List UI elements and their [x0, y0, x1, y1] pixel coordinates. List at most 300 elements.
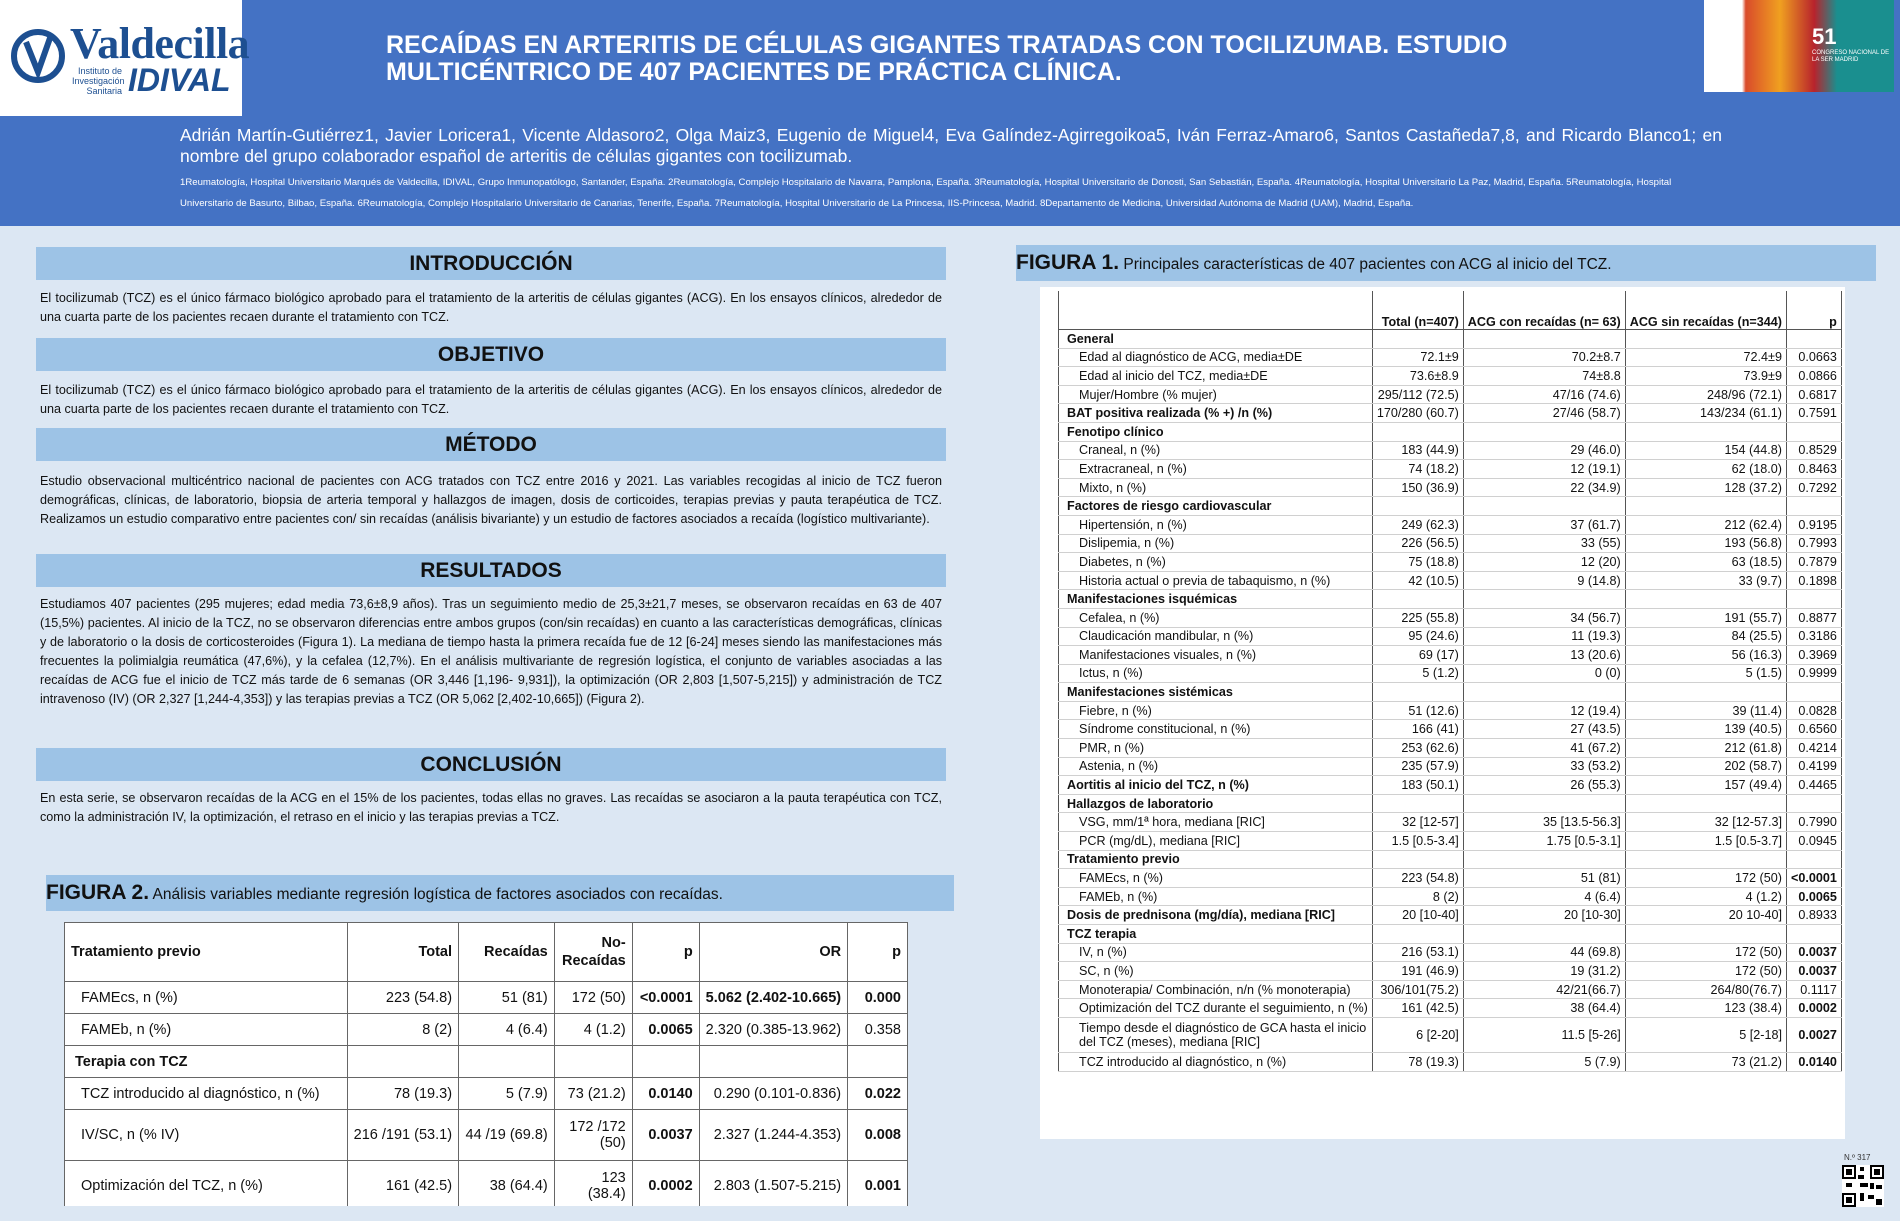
figure1-table-row	[1059, 627, 1842, 646]
figure2-table-row	[65, 982, 908, 1014]
figure1-cell: 202 (58.7)	[1625, 757, 1786, 776]
figure1-cell: 74 (18.2)	[1372, 460, 1463, 479]
figure1-row-label: PCR (mg/dL), mediana [RIC]	[1059, 832, 1373, 851]
figure1-cell: 0.9999	[1786, 664, 1841, 683]
figure2-table-row	[65, 1014, 908, 1046]
figure1-cell: 0.0140	[1786, 1052, 1841, 1071]
figure1-cell: 6 [2-20]	[1372, 1017, 1463, 1052]
figure1-table-row	[1059, 757, 1842, 776]
figure1-header-cell: ACG sin recaídas (n=344)	[1625, 291, 1786, 330]
figure1-cell: 306/101(75.2)	[1372, 980, 1463, 999]
logo-subtitle: Instituto de Investigación Sanitaria	[72, 66, 125, 96]
figure2-table-row	[65, 1110, 908, 1161]
figure2-header-cell: OR	[699, 923, 847, 982]
figure1-cell	[1625, 683, 1786, 702]
figure1-row-label: Historia actual o previa de tabaquismo, n (%)	[1059, 571, 1373, 590]
figure1-cell: 0.1117	[1786, 980, 1841, 999]
poster-header	[0, 0, 1900, 226]
figure1-cell: 39 (11.4)	[1625, 701, 1786, 720]
figure1-cell: 0.4199	[1786, 757, 1841, 776]
figure1-cell: 11.5 [5-26]	[1463, 1017, 1625, 1052]
figure1-table	[1058, 291, 1842, 1072]
figure1-row-label: General	[1059, 330, 1373, 349]
figure1-section-row	[1059, 590, 1842, 609]
figure1-cell: 225 (55.8)	[1372, 608, 1463, 627]
figure1-caption	[1016, 245, 1876, 281]
figure1-cell	[1463, 422, 1625, 441]
figure1-cell: 150 (36.9)	[1372, 478, 1463, 497]
figure2-cell: 216 /191 (53.1)	[347, 1110, 458, 1161]
figure1-cell: 5 (1.5)	[1625, 664, 1786, 683]
figure1-cell: 253 (62.6)	[1372, 739, 1463, 758]
figure1-table-row	[1059, 553, 1842, 572]
figure2-cell	[848, 1046, 908, 1078]
figure2-cell: 2.327 (1.244-4.353)	[699, 1110, 847, 1161]
figure1-cell: 56 (16.3)	[1625, 646, 1786, 665]
figure1-row-label: Tratamiento previo	[1059, 850, 1373, 869]
conclusion-heading: CONCLUSIÓN	[36, 748, 946, 781]
figure1-row-label: TCZ introducido al diagnóstico, n (%)	[1059, 1052, 1373, 1071]
figure2-row-label: FAMEcs, n (%)	[65, 982, 348, 1014]
figure1-cell: 62 (18.0)	[1625, 460, 1786, 479]
figure1-cell: 12 (20)	[1463, 553, 1625, 572]
figure1-row-label: Diabetes, n (%)	[1059, 553, 1373, 572]
figure1-cell: 139 (40.5)	[1625, 720, 1786, 739]
figure1-cell: 249 (62.3)	[1372, 515, 1463, 534]
figure1-table-row	[1059, 646, 1842, 665]
figure2-cell: 172 /172 (50)	[554, 1110, 632, 1161]
figure2-cell: 51 (81)	[459, 982, 555, 1014]
figure1-cell: 4 (1.2)	[1625, 887, 1786, 906]
figure1-cell: 72.1±9	[1372, 348, 1463, 367]
figure2-table	[64, 922, 908, 1206]
figure1-cell	[1786, 330, 1841, 349]
figure1-cell	[1463, 683, 1625, 702]
figure1-cell: 42/21(66.7)	[1463, 980, 1625, 999]
figure1-table-row	[1059, 999, 1842, 1018]
figure2-cell: 0.0140	[632, 1078, 699, 1110]
figure1-cell: 0.0065	[1786, 887, 1841, 906]
figure1-cell: 11 (19.3)	[1463, 627, 1625, 646]
figure1-row-label: Fenotipo clínico	[1059, 422, 1373, 441]
figure2-header-cell: No-Recaídas	[554, 923, 632, 982]
figure1-cell: 295/112 (72.5)	[1372, 385, 1463, 404]
figure1-cell: 27 (43.5)	[1463, 720, 1625, 739]
congress-text: CONGRESO NACIONAL DE LA SER MADRID	[1812, 50, 1890, 63]
figure1-cell: 78 (19.3)	[1372, 1052, 1463, 1071]
figure1-section-row	[1059, 683, 1842, 702]
figure1-table-row	[1059, 608, 1842, 627]
figure2-cell: 78 (19.3)	[347, 1078, 458, 1110]
figure1-row-label: Manifestaciones visuales, n (%)	[1059, 646, 1373, 665]
figure1-row-label: Aortitis al inicio del TCZ, n (%)	[1059, 776, 1373, 795]
figure2-cell: 0.001	[848, 1161, 908, 1207]
figure2-caption-text: Análisis variables mediante regresión logística de factores asociados con recaídas.	[152, 886, 723, 903]
figure1-cell: 29 (46.0)	[1463, 441, 1625, 460]
figure1-row-label: Dislipemia, n (%)	[1059, 534, 1373, 553]
figure1-cell: <0.0001	[1786, 869, 1841, 888]
figure1-cell: 0.0027	[1786, 1017, 1841, 1052]
figure1-cell: 5 [2-18]	[1625, 1017, 1786, 1052]
figure1-table-row	[1059, 1052, 1842, 1071]
figure1-cell: 19 (31.2)	[1463, 962, 1625, 981]
figure1-cell: 0.7990	[1786, 813, 1841, 832]
figure2-table-wrap	[64, 922, 908, 1206]
figure1-row-label: Mixto, n (%)	[1059, 478, 1373, 497]
figure1-row-label: Extracraneal, n (%)	[1059, 460, 1373, 479]
figure1-cell: 235 (57.9)	[1372, 757, 1463, 776]
figure1-cell: 51 (81)	[1463, 869, 1625, 888]
introduction-heading: INTRODUCCIÓN	[36, 247, 946, 280]
figure1-header-cell: Total (n=407)	[1372, 291, 1463, 330]
figure1-cell: 143/234 (61.1)	[1625, 404, 1786, 423]
figure1-cell: 212 (61.8)	[1625, 739, 1786, 758]
figure1-cell	[1463, 850, 1625, 869]
figure1-cell: 32 [12-57]	[1372, 813, 1463, 832]
figure1-cell: 27/46 (58.7)	[1463, 404, 1625, 423]
figure2-caption	[46, 875, 954, 911]
figure1-cell: 41 (67.2)	[1463, 739, 1625, 758]
figure2-cell: 161 (42.5)	[347, 1161, 458, 1207]
figure2-header-cell: p	[632, 923, 699, 982]
figure1-cell: 183 (50.1)	[1372, 776, 1463, 795]
figure2-header-cell: Recaídas	[459, 923, 555, 982]
figure1-table-row	[1059, 832, 1842, 851]
figure2-cell: 44 /19 (69.8)	[459, 1110, 555, 1161]
figure2-cell	[554, 1046, 632, 1078]
figure2-cell	[632, 1046, 699, 1078]
figure1-cell: 191 (46.9)	[1372, 962, 1463, 981]
figure1-cell: 0.0945	[1786, 832, 1841, 851]
figure1-cell: 22 (34.9)	[1463, 478, 1625, 497]
figure1-cell	[1372, 925, 1463, 944]
figure1-cell	[1372, 850, 1463, 869]
figure2-cell: 0.000	[848, 982, 908, 1014]
figure1-cell	[1625, 850, 1786, 869]
figure1-cell	[1372, 794, 1463, 813]
figure1-cell: 26 (55.3)	[1463, 776, 1625, 795]
figure2-cell: 0.008	[848, 1110, 908, 1161]
figure1-cell: 33 (53.2)	[1463, 757, 1625, 776]
figure1-cell: 38 (64.4)	[1463, 999, 1625, 1018]
figure2-cell: 123 (38.4)	[554, 1161, 632, 1207]
figure1-cell: 72.4±9	[1625, 348, 1786, 367]
figure1-cell	[1463, 925, 1625, 944]
figure1-cell: 212 (62.4)	[1625, 515, 1786, 534]
figure1-cell: 0.0002	[1786, 999, 1841, 1018]
figure1-cell: 226 (56.5)	[1372, 534, 1463, 553]
figure1-cell: 223 (54.8)	[1372, 869, 1463, 888]
figure1-row-label: Hallazgos de laboratorio	[1059, 794, 1373, 813]
figure2-cell	[699, 1046, 847, 1078]
figure1-table-row	[1059, 385, 1842, 404]
figure1-header-cell: ACG con recaídas (n= 63)	[1463, 291, 1625, 330]
figure1-table-row	[1059, 534, 1842, 553]
figure1-row-label: Cefalea, n (%)	[1059, 608, 1373, 627]
congress-badge	[1704, 0, 1894, 92]
figure1-cell: 13 (20.6)	[1463, 646, 1625, 665]
figure1-row-label: FAMEb, n (%)	[1059, 887, 1373, 906]
figure1-row-label: Craneal, n (%)	[1059, 441, 1373, 460]
figure1-table-row	[1059, 962, 1842, 981]
figure1-row-label: Edad al inicio del TCZ, media±DE	[1059, 367, 1373, 386]
figure2-cell: 0.022	[848, 1078, 908, 1110]
figure1-cell: 0.7292	[1786, 478, 1841, 497]
figure1-cell: 1.75 [0.5-3.1]	[1463, 832, 1625, 851]
figure1-cell	[1625, 925, 1786, 944]
figure1-row-label: Optimización del TCZ durante el seguimiento, n (%)	[1059, 999, 1373, 1018]
figure2-cell	[459, 1046, 555, 1078]
figure2-cell: 4 (6.4)	[459, 1014, 555, 1046]
objective-text: El tocilizumab (TCZ) es el único fármaco biológico aprobado para el tratamiento de la arteritis de células gigantes (ACG). En los ensayos clínicos, alrededor de una cuarta parte de los pacientes recaen durante el tratamiento con TCZ.	[40, 383, 942, 416]
figure2-cell: 0.0037	[632, 1110, 699, 1161]
method-heading: MÉTODO	[36, 428, 946, 461]
introduction-text: El tocilizumab (TCZ) es el único fármaco biológico aprobado para el tratamiento de la arteritis de células gigantes (ACG). En los ensayos clínicos, alrededor de una cuarta parte de los pacientes recaen durante el tratamiento con TCZ.	[40, 291, 942, 324]
figure1-cell	[1786, 794, 1841, 813]
valdecilla-emblem-icon	[10, 18, 66, 94]
figure1-cell	[1786, 850, 1841, 869]
figure1-cell	[1625, 330, 1786, 349]
figure1-table-row	[1059, 664, 1842, 683]
figure1-cell: 0.0828	[1786, 701, 1841, 720]
qr-code-icon[interactable]	[1842, 1165, 1884, 1207]
author-list: Adrián Martín-Gutiérrez1, Javier Loricera1, Vicente Aldasoro2, Olga Maiz3, Eugenio de Miguel4, Eva Galíndez-Agirregoikoa5, Iván Ferraz-Amaro6, Santos Castañeda7,8, and Ricardo Blanco1; en nombre del grupo colaborador español de arteritis de células gigantes con tocilizumab.	[180, 125, 1722, 166]
figure1-row-label: Mujer/Hombre (% mujer)	[1059, 385, 1373, 404]
figure1-row-label: FAMEcs, n (%)	[1059, 869, 1373, 888]
poster-number: N.º 317	[1844, 1153, 1871, 1162]
figure1-cell: 8 (2)	[1372, 887, 1463, 906]
figure1-row-label: BAT positiva realizada (% +) /n (%)	[1059, 404, 1373, 423]
figure2-cell: 0.0002	[632, 1161, 699, 1207]
figure1-cell: 5 (1.2)	[1372, 664, 1463, 683]
figure1-cell	[1625, 422, 1786, 441]
valdecilla-logo	[0, 0, 250, 116]
figure1-cell: 37 (61.7)	[1463, 515, 1625, 534]
figure1-cell: 128 (37.2)	[1625, 478, 1786, 497]
figure1-cell: 0.8877	[1786, 608, 1841, 627]
figure1-table-row	[1059, 943, 1842, 962]
figure1-cell: 0.4214	[1786, 739, 1841, 758]
figure1-cell: 183 (44.9)	[1372, 441, 1463, 460]
figure1-table-wrap	[1040, 287, 1845, 1139]
figure1-cell: 0.7993	[1786, 534, 1841, 553]
figure1-cell	[1372, 422, 1463, 441]
figure1-row-label: Hipertensión, n (%)	[1059, 515, 1373, 534]
figure2-cell: 0.0065	[632, 1014, 699, 1046]
figure1-cell: 264/80(76.7)	[1625, 980, 1786, 999]
figure1-cell: 123 (38.4)	[1625, 999, 1786, 1018]
figure1-cell: 170/280 (60.7)	[1372, 404, 1463, 423]
figure1-cell: 73.9±9	[1625, 367, 1786, 386]
figure2-cell	[347, 1046, 458, 1078]
figure2-cell: 0.358	[848, 1014, 908, 1046]
figure1-table-row	[1059, 887, 1842, 906]
figure1-cell: 42 (10.5)	[1372, 571, 1463, 590]
logo-name: Valdecilla	[70, 19, 250, 68]
figure2-header-cell: p	[848, 923, 908, 982]
figure1-table-row	[1059, 404, 1842, 423]
figure1-cell: 69 (17)	[1372, 646, 1463, 665]
figure1-table-row	[1059, 348, 1842, 367]
figure1-cell	[1786, 497, 1841, 516]
figure1-row-label: Tiempo desde el diagnóstico de GCA hasta el inicio del TCZ (meses), mediana [RIC]	[1059, 1017, 1373, 1052]
figure1-cell	[1786, 590, 1841, 609]
figure1-section-row	[1059, 925, 1842, 944]
figure1-cell: 95 (24.6)	[1372, 627, 1463, 646]
figure1-table-row	[1059, 813, 1842, 832]
figure1-cell: 0.3969	[1786, 646, 1841, 665]
figure2-cell: 5.062 (2.402-10.665)	[699, 982, 847, 1014]
figure1-cell: 34 (56.7)	[1463, 608, 1625, 627]
figure1-table-row	[1059, 739, 1842, 758]
figure1-cell	[1786, 925, 1841, 944]
figure1-cell: 9 (14.8)	[1463, 571, 1625, 590]
figure2-cell: 5 (7.9)	[459, 1078, 555, 1110]
figure1-cell: 32 [12-57.3]	[1625, 813, 1786, 832]
figure1-cell: 33 (55)	[1463, 534, 1625, 553]
figure1-cell	[1625, 794, 1786, 813]
figure1-cell: 33 (9.7)	[1625, 571, 1786, 590]
figure1-row-label: VSG, mm/1ª hora, mediana [RIC]	[1059, 813, 1373, 832]
figure1-cell	[1372, 330, 1463, 349]
figure1-row-label: Edad al diagnóstico de ACG, media±DE	[1059, 348, 1373, 367]
figure2-header-cell: Tratamiento previo	[65, 923, 348, 982]
figure1-cell: 0.9195	[1786, 515, 1841, 534]
figure1-section-row	[1059, 497, 1842, 516]
figure1-cell: 74±8.8	[1463, 367, 1625, 386]
figure1-cell: 161 (42.5)	[1372, 999, 1463, 1018]
figure1-cell: 157 (49.4)	[1625, 776, 1786, 795]
figure1-cell: 75 (18.8)	[1372, 553, 1463, 572]
figure1-cell: 0 (0)	[1463, 664, 1625, 683]
figure1-cell: 20 [10-40]	[1372, 906, 1463, 925]
figure1-cell: 172 (50)	[1625, 869, 1786, 888]
figure1-cell: 0.0037	[1786, 943, 1841, 962]
figure2-cell: 172 (50)	[554, 982, 632, 1014]
figure1-table-row	[1059, 478, 1842, 497]
figure1-cell: 35 [13.5-56.3]	[1463, 813, 1625, 832]
figure2-label: FIGURA 2.	[46, 881, 150, 904]
figure1-cell: 0.0866	[1786, 367, 1841, 386]
figure1-cell: 154 (44.8)	[1625, 441, 1786, 460]
figure1-cell: 0.1898	[1786, 571, 1841, 590]
figure1-cell: 12 (19.1)	[1463, 460, 1625, 479]
results-text: Estudiamos 407 pacientes (295 mujeres; edad media 73,6±8,9 años). Tras un seguimiento medio de 25,3±21,7 meses, se observaron recaídas en 63 de 407 (15,5%) pacientes. Al inicio de la TCZ, no se observaron diferencias entre ambos grupos (con/sin recaídas) en cuanto a las características demográficas, clínicas y de laboratorio o la dosis de corticosteroides (Figura 1). La mediana de tiempo hasta la primera recaída fue de 12 [6-24] meses siendo las manifestaciones más frecuentes la polimialgia reumática (47,6%), y la cefalea (12,7%). En el análisis multivariante de regresión logística, el conjunto de variables asociadas a las recaídas de ACG fue el inicio de TCZ más tarde de 6 semanas (OR 3,446 [1,196- 9,931]), la optimización (OR 2,803 [1,507-5,215]) y administración de TCZ intravenoso (IV) (OR 2,327 [1,244-4,353]) y las terapias previas a TCZ (OR 5,062 [2,402-10,665]) (Figura 2).	[40, 597, 942, 706]
figure1-cell: 0.7879	[1786, 553, 1841, 572]
figure1-cell: 0.8933	[1786, 906, 1841, 925]
figure1-row-label: TCZ terapia	[1059, 925, 1373, 944]
figure2-cell: 73 (21.2)	[554, 1078, 632, 1110]
figure2-cell: 4 (1.2)	[554, 1014, 632, 1046]
figure1-cell	[1786, 683, 1841, 702]
figure1-cell: 193 (56.8)	[1625, 534, 1786, 553]
figure1-cell: 12 (19.4)	[1463, 701, 1625, 720]
figure1-cell	[1786, 422, 1841, 441]
figure1-cell	[1372, 590, 1463, 609]
figure2-table-row	[65, 1161, 908, 1207]
figure1-table-row	[1059, 869, 1842, 888]
figure2-cell: <0.0001	[632, 982, 699, 1014]
figure1-cell	[1463, 497, 1625, 516]
figure1-cell	[1372, 497, 1463, 516]
figure1-row-label: Factores de riesgo cardiovascular	[1059, 497, 1373, 516]
figure1-cell	[1372, 683, 1463, 702]
figure1-table-row	[1059, 776, 1842, 795]
figure1-cell	[1463, 794, 1625, 813]
figure1-row-label: Ictus, n (%)	[1059, 664, 1373, 683]
figure1-cell	[1625, 497, 1786, 516]
figure1-cell: 20 10-40]	[1625, 906, 1786, 925]
figure2-row-label: Optimización del TCZ, n (%)	[65, 1161, 348, 1207]
figure1-cell: 4 (6.4)	[1463, 887, 1625, 906]
figure1-header-cell: p	[1786, 291, 1841, 330]
figure1-row-label: SC, n (%)	[1059, 962, 1373, 981]
figure1-cell: 1.5 [0.5-3.4]	[1372, 832, 1463, 851]
figure2-cell: 0.290 (0.101-0.836)	[699, 1078, 847, 1110]
figure1-section-row	[1059, 794, 1842, 813]
figure1-cell: 0.7591	[1786, 404, 1841, 423]
figure1-section-row	[1059, 330, 1842, 349]
figure2-row-label: TCZ introducido al diagnóstico, n (%)	[65, 1078, 348, 1110]
figure1-cell: 63 (18.5)	[1625, 553, 1786, 572]
figure1-cell: 0.3186	[1786, 627, 1841, 646]
figure1-table-row	[1059, 571, 1842, 590]
figure1-cell: 0.8463	[1786, 460, 1841, 479]
conclusion-text: En esta serie, se observaron recaídas de la ACG en el 15% de los pacientes, todas ellas no graves. Las recaídas se asociaron a la pauta terapéutica con TCZ, como la administración IV, la optimización, el retraso en el inicio y las terapias previas a TCZ.	[40, 791, 942, 824]
figure2-header-row	[65, 923, 908, 982]
figure1-row-label: Claudicación mandibular, n (%)	[1059, 627, 1373, 646]
figure1-table-row	[1059, 441, 1842, 460]
figure1-row-label: Astenia, n (%)	[1059, 757, 1373, 776]
figure1-row-label: Manifestaciones isquémicas	[1059, 590, 1373, 609]
method-text: Estudio observacional multicéntrico nacional de pacientes con ACG tratados con TCZ entre 2016 y 2021. Las variables recogidas al inicio de TCZ fueron demográficas, clínicas, de laboratorio, biopsia de arteria temporal y hallazgos de imagen, dosis de corticoides, terapias previas y pauta terapéutica de TCZ. Realizamos un estudio comparativo entre pacientes con/ sin recaídas (análisis bivariante) y un estudio de factores asociados a recaída (logístico multivariante).	[40, 474, 942, 526]
figure1-cell: 166 (41)	[1372, 720, 1463, 739]
figure1-cell: 73.6±8.9	[1372, 367, 1463, 386]
figure1-row-label: Manifestaciones sistémicas	[1059, 683, 1373, 702]
figure1-cell: 5 (7.9)	[1463, 1052, 1625, 1071]
figure1-cell: 73 (21.2)	[1625, 1052, 1786, 1071]
figure1-row-label: IV, n (%)	[1059, 943, 1373, 962]
figure1-cell: 70.2±8.7	[1463, 348, 1625, 367]
congress-number: 51	[1812, 24, 1837, 49]
figure1-cell: 20 [10-30]	[1463, 906, 1625, 925]
figure2-row-label: Terapia con TCZ	[65, 1046, 348, 1078]
logo-idival: IDIVAL	[128, 62, 231, 98]
figure1-cell: 0.0663	[1786, 348, 1841, 367]
figure1-header-row	[1059, 291, 1842, 330]
figure1-cell: 84 (25.5)	[1625, 627, 1786, 646]
figure1-header-cell	[1059, 291, 1373, 330]
figure1-row-label: Monoterapia/ Combinación, n/n (% monoterapia)	[1059, 980, 1373, 999]
figure1-label: FIGURA 1.	[1016, 251, 1120, 274]
affiliations: 1Reumatología, Hospital Universitario Marqués de Valdecilla, IDIVAL, Grupo Inmunopatólogo, Santander, España. 2Reumatología, Complejo Hospitalario de Navarra, Pamplona, España. 3Reumatología, Hospital Universitario de Donosti, San Sebastián, España. 4Reumatología, Hospital Universitario La Paz, Madrid, España. 5Reumatología, Hospital Universitario de Basurto, Bilbao, España. 6Reumatología, Complejo Hospitalario Universitario de Canarias, Tenerife, España. 7Reumatología, Hospital Universitario de La Princesa, IIS-Princesa, Madrid. 8Departamento de Medicina, Universidad Autónoma de Madrid (UAM), Madrid, España.	[180, 177, 1672, 209]
figure1-table-row	[1059, 515, 1842, 534]
figure1-cell: 51 (12.6)	[1372, 701, 1463, 720]
figure1-cell: 191 (55.7)	[1625, 608, 1786, 627]
figure2-cell: 223 (54.8)	[347, 982, 458, 1014]
figure2-cell: 2.320 (0.385-13.962)	[699, 1014, 847, 1046]
figure2-cell: 8 (2)	[347, 1014, 458, 1046]
figure1-cell: 0.4465	[1786, 776, 1841, 795]
figure1-cell: 0.8529	[1786, 441, 1841, 460]
figure1-row-label: PMR, n (%)	[1059, 739, 1373, 758]
figure1-cell	[1463, 590, 1625, 609]
figure1-section-row	[1059, 422, 1842, 441]
figure2-table-row	[65, 1078, 908, 1110]
figure2-header-cell: Total	[347, 923, 458, 982]
figure1-table-row	[1059, 367, 1842, 386]
figure2-section-row	[65, 1046, 908, 1078]
